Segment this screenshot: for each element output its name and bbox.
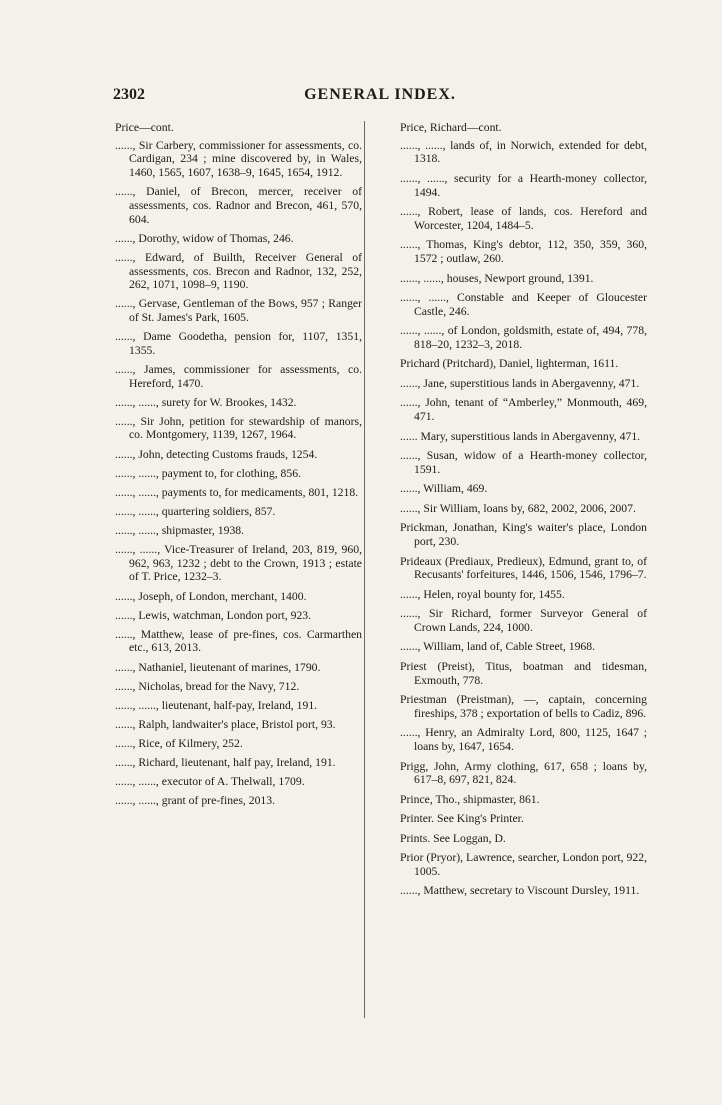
index-entry: ......, Edward, of Builth, Receiver General of assessments, cos. Brecon and Radnor, 132, 252, 262, 1071, 1098–9, 1190.	[115, 250, 362, 292]
index-entry: ......, Dorothy, widow of Thomas, 246.	[115, 231, 294, 245]
index-entry: ......, Gervase, Gentleman of the Bows, 957 ; Ranger of St. James's Park, 1605.	[115, 297, 362, 324]
index-columns	[113, 121, 647, 1021]
index-entry: ......, William, land of, Cable Street, 1968.	[400, 640, 596, 654]
index-entry: ......, Helen, royal bounty for, 1455.	[400, 587, 565, 601]
index-entry: Priest (Preist), Titus, boatman and tidesman, Exmouth, 778.	[400, 659, 647, 687]
index-entry: ......, ......, lieutenant, half-pay, Ireland, 191.	[115, 698, 318, 712]
index-entry: ......, Dame Goodetha, pension for, 1107, 1351, 1355.	[115, 330, 362, 357]
index-entry: ......, ......, shipmaster, 1938.	[115, 523, 245, 537]
index-entry: Prickman, Jonathan, King's waiter's place, London port, 230.	[400, 521, 647, 549]
index-entry: Prior (Pryor), Lawrence, searcher, London port, 922, 1005.	[400, 851, 647, 878]
page-number: 2302	[113, 86, 145, 103]
index-entry: Prideaux (Prediaux, Predieux), Edmund, grant to, of Recusants' forfeitures, 1446, 1506, 1546, 1796–7.	[400, 554, 647, 582]
index-entry: ......, Joseph, of London, merchant, 1400.	[115, 589, 307, 603]
index-entry: ......, Susan, widow of a Hearth-money collector, 1591.	[400, 449, 647, 476]
index-entry: ......, Nathaniel, lieutenant of marines, 1790.	[115, 660, 321, 674]
index-entry: ......, Richard, lieutenant, half pay, Ireland, 191.	[115, 756, 336, 769]
index-entry: Printer. See King's Printer.	[400, 812, 524, 826]
index-entry: ......, ......, lands of, in Norwich, extended for debt, 1318.	[400, 138, 647, 166]
index-entry: ......, Henry, an Admiralty Lord, 800, 1125, 1647 ; loans by, 1647, 1654.	[400, 726, 647, 754]
index-entry: ......, Ralph, landwaiter's place, Bristol port, 93.	[115, 717, 336, 731]
index-entry: ......, Sir Richard, former Surveyor General of Crown Lands, 224, 1000.	[400, 607, 647, 634]
index-entry: ......, Robert, lease of lands, cos. Hereford and Worcester, 1204, 1484–5.	[400, 205, 647, 232]
index-entry: ......, Nicholas, bread for the Navy, 712.	[115, 679, 300, 693]
index-entry: ......, James, commissioner for assessments, co. Hereford, 1470.	[115, 362, 362, 390]
index-entry: ......, Daniel, of Brecon, mercer, receiver of assessments, cos. Radnor and Brecon, 461, 570, 604.	[115, 185, 362, 226]
page-title: GENERAL INDEX.	[304, 86, 456, 103]
index-entry: ......, ......, of London, goldsmith, estate of, 494, 778, 818–20, 1232–3, 2018.	[400, 324, 647, 351]
page-header	[113, 86, 647, 110]
index-entry: ......, John, detecting Customs frauds, 1254.	[115, 447, 318, 461]
index-entry: ......, ......, payment to, for clothing, 856.	[115, 466, 302, 480]
index-entry: ......, ......, quartering soldiers, 857.	[115, 504, 276, 518]
index-entry: ......, ......, houses, Newport ground, 1391.	[400, 271, 594, 285]
index-entry: ......, William, 469.	[400, 482, 488, 496]
right-column-heading: Price, Richard—cont.	[400, 121, 502, 134]
index-entry: ......, Matthew, secretary to Viscount Dursley, 1911.	[400, 884, 640, 898]
index-entry: Priestman (Preistman), —, captain, concerning fireships, 378 ; exportation of bells to Cadiz, 896.	[400, 693, 647, 720]
index-entry: ......, Rice, of Kilmery, 252.	[115, 736, 243, 750]
index-entry: Prince, Tho., shipmaster, 861.	[400, 792, 540, 806]
index-entry: Prichard (Pritchard), Daniel, lighterman, 1611.	[400, 357, 619, 371]
index-entry: ......, Sir William, loans by, 682, 2002, 2006, 2007.	[400, 501, 636, 515]
index-entry: ......, Jane, superstitious lands in Abergavenny, 471.	[400, 376, 640, 390]
index-entry: Prigg, John, Army clothing, 617, 658 ; loans by, 617–8, 697, 821, 824.	[400, 759, 647, 787]
index-entry: ...... Mary, superstitious lands in Abergavenny, 471.	[400, 429, 641, 443]
index-entry: ......, ......, Vice-Treasurer of Ireland, 203, 819, 960, 962, 963, 1232 ; debt to the Crown, 1913 ; estate of T. Price, 1232–3.	[115, 543, 362, 584]
index-entry: ......, ......, Constable and Keeper of Gloucester Castle, 246.	[400, 291, 647, 318]
index-entry: ......, Thomas, King's debtor, 112, 350, 359, 360, 1572 ; outlaw, 260.	[400, 238, 647, 266]
index-entry: ......, John, tenant of “Amberley,” Monmouth, 469, 471.	[400, 396, 647, 424]
index-entry: ......, ......, payments to, for medicaments, 801, 1218.	[115, 485, 359, 499]
left-column	[115, 121, 362, 813]
index-entry: ......, ......, security for a Hearth-money collector, 1494.	[400, 171, 647, 199]
index-entry: ......, Sir John, petition for stewardship of manors, co. Montgomery, 1139, 1267, 1964.	[115, 414, 362, 442]
index-entry: Prints. See Loggan, D.	[400, 831, 506, 845]
index-entry: ......, Sir Carbery, commissioner for assessments, co. Cardigan, 234 ; mine discovered by, in Wales, 1460, 1565, 1607, 1638–9, 1645, 1654, 1912.	[115, 138, 362, 180]
index-entry: ......, Matthew, lease of pre-fines, cos. Carmarthen etc., 613, 2013.	[115, 627, 362, 655]
index-entry: ......, Lewis, watchman, London port, 923.	[115, 608, 312, 622]
index-entry: ......, ......, grant of pre-fines, 2013.	[115, 794, 276, 808]
left-column-heading: Price—cont.	[115, 121, 174, 134]
index-entry: ......, ......, executor of A. Thelwall, 1709.	[115, 775, 305, 789]
index-entry: ......, ......, surety for W. Brookes, 1432.	[115, 395, 297, 409]
right-column	[400, 121, 647, 904]
